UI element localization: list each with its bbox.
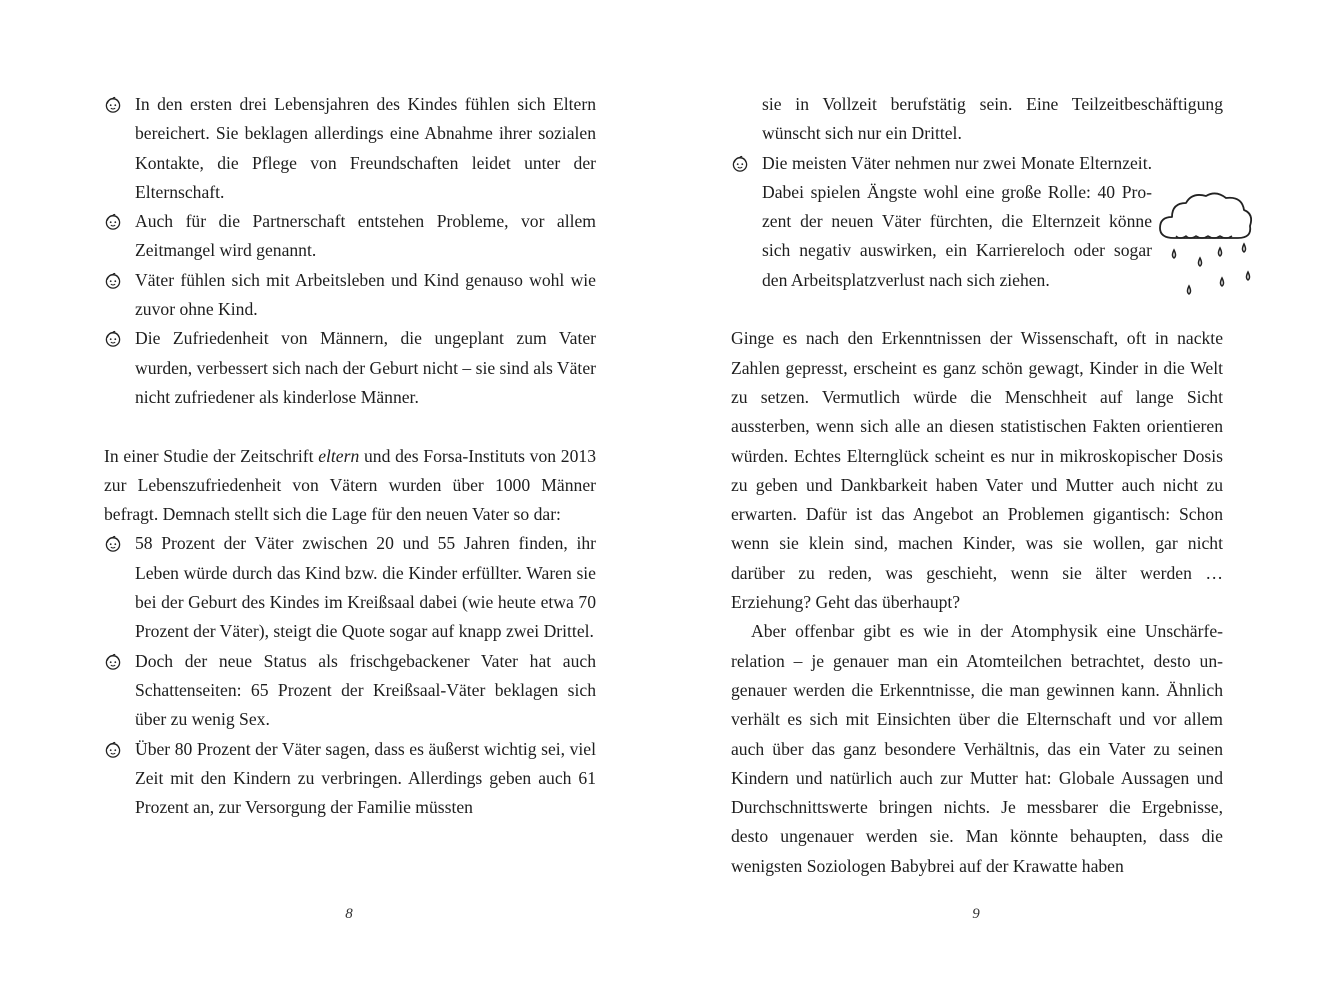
- list-item: [104, 207, 596, 266]
- baby-face-icon: [104, 535, 122, 552]
- baby-face-icon: [104, 96, 122, 113]
- baby-face-icon: [731, 155, 749, 172]
- right-page: [731, 90, 1223, 881]
- list-item-text: Über 80 Prozent der Väter sagen, dass es äußerst wichtig sei, viel Zeit mit den Kindern zu verbringen. Allerdings geben auch 61 Prozent an, zur Versorgung der Familie müssten: [135, 738, 596, 818]
- list-item-text: Doch der neue Status als frischgebackener Vater hat auch Schattenseiten: 65 Prozent der Kreißsaal-Väter beklagen sich über zu wenig Sex.: [135, 650, 596, 730]
- list-item-text: Die meisten Väter nehmen nur zwei Monate Elternzeit. Dabei spielen Ängste wohl eine große Rolle: 40 Prozent der neuen Väter fürchten, die Elternzeit könne sich negativ auswirken, ein Karriereloch oder sogar den Arbeitsplatzverlust nach sich ziehen.: [762, 152, 1152, 290]
- list-item: [104, 324, 596, 412]
- list-item-continuation: [731, 90, 1223, 149]
- list-item-text: In den ersten drei Lebensjahren des Kindes fühlen sich Eltern bereichert. Sie beklagen allerdings eine Abnahme ihrer sozialen Kontakte, die Pflege von Freundschaften leidet unter der Elternschaft.: [135, 94, 596, 202]
- study-text-end: und des Forsa-Instituts von 2013 zur Lebenszufriedenheit von Vätern wurden über 1000 Männer befragt. Demnach stellt sich die Lage für den neuen Vater so dar:: [104, 445, 596, 525]
- list-item: [104, 266, 596, 325]
- baby-face-icon: [104, 213, 122, 230]
- baby-face-icon: [104, 741, 122, 758]
- list-item: [731, 149, 1223, 295]
- page-number-left: 8: [345, 906, 353, 922]
- baby-face-icon: [104, 272, 122, 289]
- list-item-text: 58 Prozent der Väter zwischen 20 und 55 Jahren finden, ihr Leben würde durch das Kind bzw. die Kinder erfüllter. Waren sie bei der Geburt des Kindes im Kreißsaal dabei (wie heute etwa 70 Prozent der Väter), steigt die Quote sogar auf knapp zwei Drittel.: [135, 533, 596, 642]
- baby-face-icon: [104, 653, 122, 670]
- left-page: [104, 90, 596, 822]
- list-item-text: Die Zufriedenheit von Männern, die ungeplant zum Vater wurden, verbessert sich nach der Geburt nicht – sie sind als Väter nicht zufriedener als kinderlose Männer.: [135, 328, 596, 407]
- paragraph-gap: [731, 295, 1223, 324]
- list-item: [104, 529, 596, 646]
- study-text-start: In einer Studie der Zeitschrift: [104, 445, 319, 466]
- body-paragraph: Aber offenbar gibt es wie in der Atomphysik eine Unschärferelation – je genauer man ein Atomteilchen betrachtet, desto ungenauer werden die Erkenntnisse, die man gewinnen kann. Ähnlich verhält es sich mit Einsichten über die Elternschaft und vor allem auch über das ganz besondere Verhältnis, das ein Vater zu seinen Kindern und natürlich auch zur Mutter hat: Globale Aussagen und Durchschnittswerte bringen nichts. Je messbarer die Ergebnisse, desto ungenauer werden sie. Man könnte behaupten, dass die wenigsten Soziologen Babybrei auf der Krawatte haben: [731, 621, 1223, 876]
- body-paragraph: Ginge es nach den Erkenntnissen der Wissenschaft, oft in nackte Zahlen gepresst, erscheint es ganz schön gewagt, Kinder in die Welt zu setzen. Vermutlich würde die Menschheit auf lange Sicht aussterben, wenn sich alle an diesen statistischen Fakten orientieren würden. Echtes Elternglück scheint es nur in mikroskopischer Dosis zu geben und Dankbarkeit haben Vater und Mutter auch nicht zu erwarten. Dafür ist das Angebot an Problemen gigantisch: Schon wenn sie klein sind, machen Kinder, was sie wollen, gar nicht darüber zu reden, was geschieht, wenn sie älter werden … Erziehung? Geht das überhaupt?: [731, 328, 1223, 613]
- list-item-text: sie in Vollzeit berufstätig sein. Eine Teilzeitbeschäftigung wünscht sich nur ein Drittel.: [762, 94, 1223, 144]
- page-number-right: 9: [972, 906, 980, 922]
- list-item: [104, 735, 596, 823]
- study-paragraph: [104, 442, 596, 530]
- magazine-title: eltern: [318, 445, 360, 466]
- list-item: [104, 90, 596, 207]
- list-item-text: Väter fühlen sich mit Arbeitsleben und Kind genauso wohl wie zuvor ohne Kind.: [135, 269, 596, 320]
- baby-face-icon: [104, 330, 122, 347]
- rain-cloud-icon: [1152, 188, 1258, 304]
- list-item-text: Auch für die Partnerschaft entstehen Probleme, vor allem Zeitmangel wird genannt.: [135, 211, 596, 261]
- list-item: [104, 647, 596, 735]
- paragraph-gap: [104, 412, 596, 441]
